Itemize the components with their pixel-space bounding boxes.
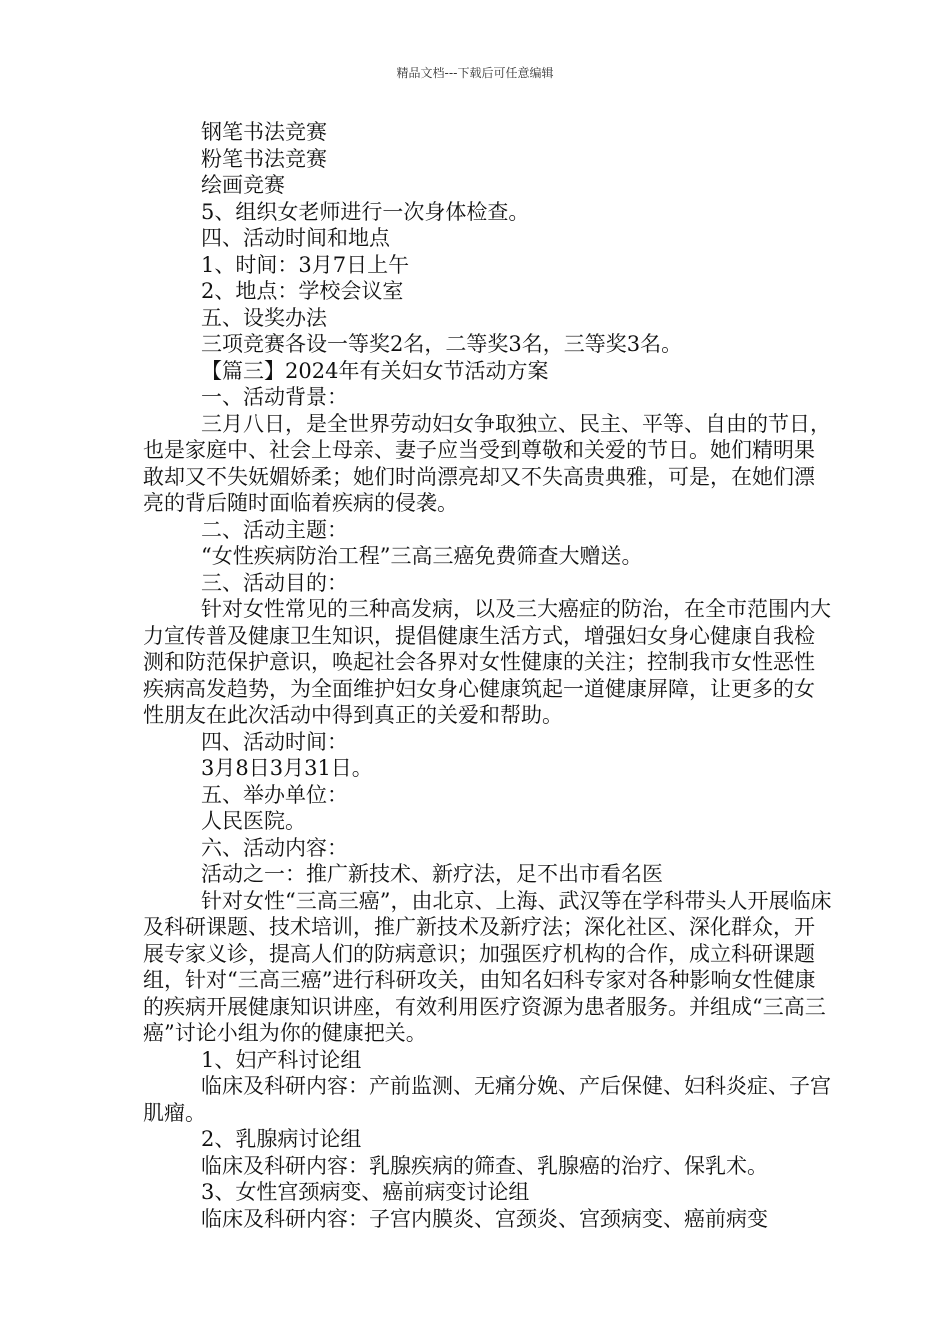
text-line: 活动之一：推广新技术、新疗法，足不出市看名医 <box>201 862 663 886</box>
section-heading: 五、设奖办法 <box>201 305 327 330</box>
section-heading: 一、活动背景： <box>201 385 348 409</box>
text-line: 2、地点：学校会议室 <box>201 279 404 303</box>
document-body <box>143 119 833 1232</box>
text-line: 绘画竞赛 <box>201 173 285 197</box>
paragraph-content: 临床及科研内容：产前监测、无痛分娩、产后保健、妇科炎症、子宫肌瘤。 <box>143 1074 831 1125</box>
text-line: 1、时间：3月7日上午 <box>201 252 410 277</box>
section-heading: 二、活动主题： <box>201 517 348 542</box>
text-line: “女性疾病防治工程”三高三癌免费筛查大赠送。 <box>201 544 643 568</box>
section-heading: 四、活动时间： <box>201 729 348 754</box>
paragraph-content: 临床及科研内容：乳腺疾病的筛查、乳腺癌的治疗、保乳术。 <box>201 1153 768 1178</box>
section-heading: 六、活动内容： <box>201 835 348 860</box>
paragraph-content: 临床及科研内容：子宫内膜炎、宫颈炎、宫颈病变、癌前病变 <box>201 1206 768 1231</box>
section-heading: 四、活动时间和地点 <box>201 226 390 250</box>
part-title: 【篇三】2024年有关妇女节活动方案 <box>201 358 549 383</box>
text-line: 三项竞赛各设一等奖2名，二等奖3名，三等奖3名。 <box>201 332 683 356</box>
paragraph-purpose: 针对女性常见的三种高发病，以及三大癌症的防治，在全市范围内大力宣传普及健康卫生知识，提倡健康生活方式，增强妇女身心健康自我检测和防范保护意识，唤起社会各界对女性健康的关注；控制我市女性恶性疾病高发趋势，为全面维护妇女身心健康筑起一道健康屏障，让更多的女性朋友在此次活动中得到真正的关爱和帮助。 <box>143 597 831 727</box>
paragraph-background: 三月八日，是全世界劳动妇女争取独立、民主、平等、自由的节日，也是家庭中、社会上母亲、妻子应当受到尊敬和关爱的节日。她们精明果敢却又不失妩媚娇柔；她们时尚漂亮却又不失高贵典雅，可是，在她们漂亮的背后随时面临着疾病的侵袭。 <box>143 411 831 515</box>
section-heading: 五、举办单位： <box>201 782 348 807</box>
text-line: 人民医院。 <box>201 809 306 833</box>
text-line: 1、妇产科讨论组 <box>201 1047 362 1072</box>
paragraph-activity: 针对女性“三高三癌”，由北京、上海、武汉等在学科带头人开展临床及科研课题、技术培训，推广新技术及新疗法；深化社区、深化群众，开展专家义诊，提高人们的防病意识；加强医疗机构的合作，成立科研课题组，针对“三高三癌”进行科研攻关，由知名妇科专家对各种影响女性健康的疾病开展健康知识讲座，有效利用医疗资源为患者服务。并组成“三高三癌”讨论小组为你的健康把关。 <box>143 888 832 1045</box>
text-line: 3月8日3月31日。 <box>201 756 373 780</box>
text-line: 2、乳腺病讨论组 <box>201 1127 362 1151</box>
text-line: 3、女性宫颈病变、癌前病变讨论组 <box>201 1180 530 1204</box>
section-heading: 三、活动目的： <box>201 570 348 595</box>
page-header: 精品文档---下载后可任意编辑 <box>396 66 554 80</box>
text-line: 5、组织女老师进行一次身体检查。 <box>201 199 530 224</box>
text-line: 粉笔书法竞赛 <box>201 146 327 171</box>
text-line: 钢笔书法竞赛 <box>201 120 327 144</box>
